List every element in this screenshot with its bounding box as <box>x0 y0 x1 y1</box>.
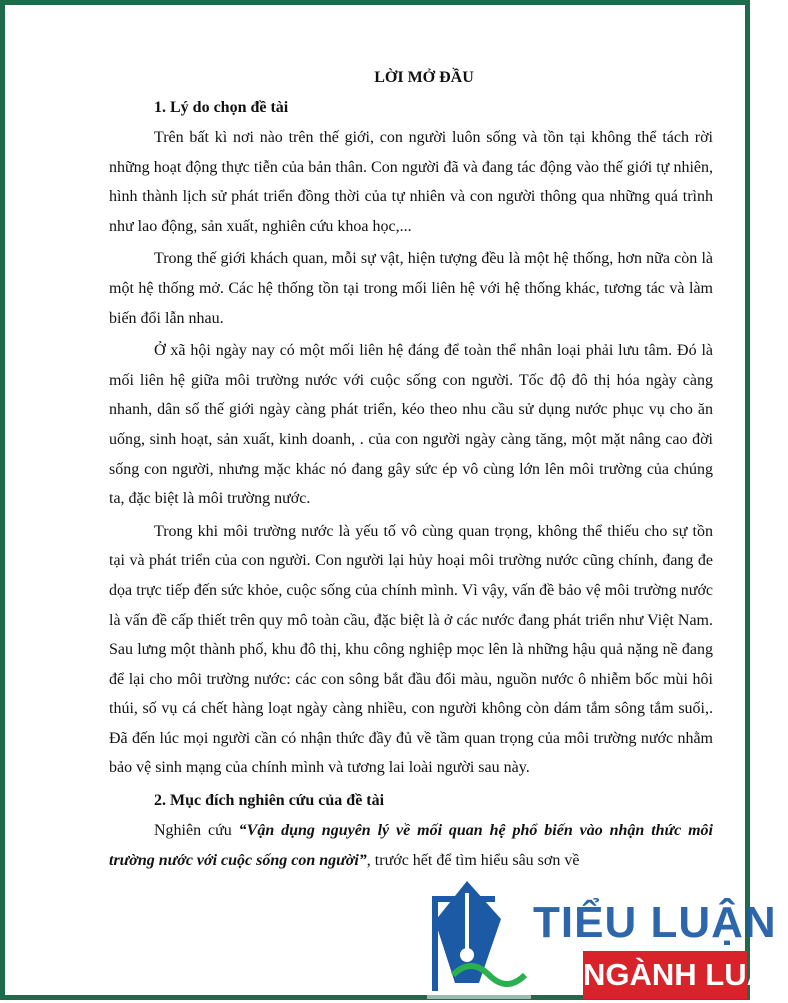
paragraph: Trong khi môi trường nước là yếu tố vô cùng quan trọng, không thể thiếu cho sự tồn tại và phát triển của con người. Con người lại hủy hoại môi trường nước cũng chính, đang đe dọa trực tiếp đến sức khỏe, cuộc sống của chính mình. Vì vậy, vấn đề bảo vệ môi trường nước là vấn đề cấp thiết trên quy mô toàn cầu, đặc biệt là ở các nước đang phát triển như Việt Nam. Sau lưng một thành phố, khu đô thị, khu công nghiệp mọc lên là những hậu quả nặng nề đang để lại cho môi trường nước: các con sông bắt đầu đổi màu, nguồn nước ô nhiễm bốc mùi hôi thúi, số vụ cá chết hàng loạt ngày càng nhiều, con người không còn dám tắm sông tắm suối,. Đã đến lúc mọi người cần có nhận thức đầy đủ về tầm quan trọng của môi trường nước nhằm bảo vệ sinh mạng của chính mình và tương lai loài người sau này. <box>109 522 713 777</box>
watermark-brand-bottom: NGÀNH LUẬT <box>583 951 747 999</box>
watermark-logo <box>423 863 788 1003</box>
document-title: LỜI MỞ ĐẦU <box>374 69 474 86</box>
document-body <box>109 63 713 875</box>
paragraph: Trên bất kì nơi nào trên thế giới, con người luôn sống và tồn tại không thể tách rời những hoạt động thực tiễn của bản thân. Con người đã và đang tác động vào thế giới tự nhiên, hình thành lịch sử phát triển đồng thời của tự nhiên và con người thông qua những quá trình như lao động, sản xuất, nghiên cứu khoa học,... <box>109 129 713 235</box>
watermark-brand-top: TIỂU LUẬN <box>533 898 777 947</box>
section-heading-purpose: 2. Mục đích nghiên cứu của đề tài <box>154 792 385 810</box>
paragraph: Trong thế giới khách quan, mỗi sự vật, hiện tượng đều là một hệ thống, hơn nữa còn là một hệ thống mở. Các hệ thống tồn tại trong mối liên hệ với hệ thống khác, tương tác và làm biến đổi lẫn nhau. <box>109 250 713 327</box>
purpose-intro: Nghiên cứu <box>154 822 239 840</box>
pen-nib-icon <box>423 871 533 1001</box>
paragraph: Ở xã hội ngày nay có một mối liên hệ đáng để toàn thể nhân loại phải lưu tâm. Đó là mối liên hệ giữa môi trường nước với cuộc sống con người. Tốc độ đô thị hóa ngày càng nhanh, dân số thế giới ngày càng phát triển, kéo theo nhu cầu sử dụng nước phục vụ cho ăn uống, sinh hoạt, sản xuất, kinh doanh, . của con người ngày càng tăng, một mặt nâng cao đời sống con người, nhưng mặc khác nó đang gây sức ép vô cùng lớn lên môi trường của chúng ta, đặc biệt là môi trường nước. <box>109 342 713 508</box>
purpose-emphasis: “Vận dụng nguyên lý về mối quan hệ phổ biến vào nhận thức môi trường nước với cuộc sống con người” <box>109 822 713 869</box>
section-heading-reason: 1. Lý do chọn đề tài <box>154 99 289 116</box>
purpose-rest: , trước hết để tìm hiểu sâu sơn về <box>366 851 580 869</box>
